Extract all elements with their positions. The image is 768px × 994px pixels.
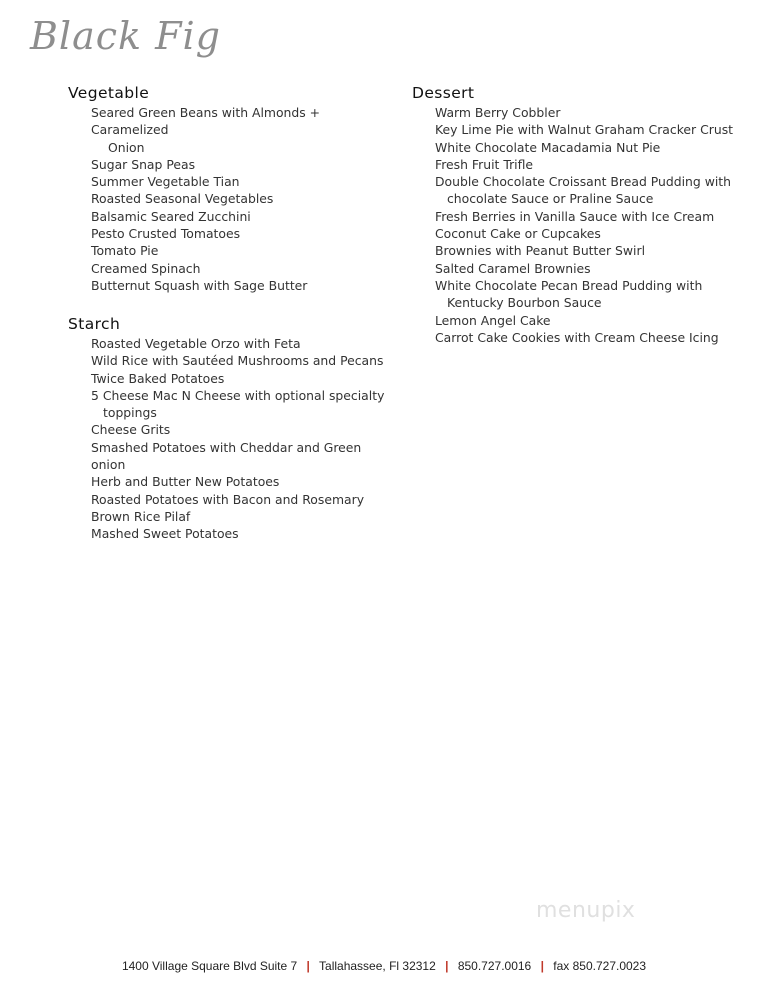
menu-item-name: Key Lime Pie with Walnut Graham Cracker Crust — [435, 122, 734, 138]
menu-item — [91, 370, 398, 387]
menu-item-name: Balsamic Seared Zucchini — [91, 208, 251, 224]
menu-item — [435, 312, 742, 329]
footer-separator: | — [540, 959, 544, 973]
footer-separator: | — [306, 959, 310, 973]
section-title-dessert: Dessert — [412, 84, 475, 102]
menu-item — [435, 156, 742, 173]
menu-item-name: Twice Baked Potatoes — [91, 370, 225, 386]
menu-item — [435, 121, 742, 138]
menu-item-name: Warm Berry Cobbler — [435, 105, 561, 120]
menu-item — [91, 173, 398, 190]
menu-item — [91, 277, 398, 294]
restaurant-logo: Black Fig — [30, 14, 221, 58]
menu-item-name: Sugar Snap Peas — [91, 156, 196, 172]
menu-item-name: Salted Caramel Brownies — [435, 260, 591, 276]
vegetable-section — [68, 84, 398, 294]
menu-item-name: Roasted Seasonal Vegetables — [91, 191, 274, 207]
menu-item — [435, 225, 742, 242]
footer-address: 1400 Village Square Blvd Suite 7 — [121, 959, 298, 973]
menu-item-name: Pesto Crusted Tomatoes — [91, 226, 241, 242]
menu-item-name: Brownies with Peanut Butter Swirl — [435, 243, 646, 259]
menu-item-name: Creamed Spinach — [91, 260, 201, 276]
menu-item-name-continued: Kentucky Bourbon Sauce — [447, 295, 602, 311]
starch-section — [68, 315, 398, 543]
section-title-vegetable: Vegetable — [68, 84, 150, 102]
menu-item-name: Mashed Sweet Potatoes — [91, 526, 239, 542]
menu-item-name: White Chocolate Macadamia Nut Pie — [435, 139, 661, 155]
footer-phone: 850.727.0016 — [457, 959, 532, 973]
menu-item — [91, 208, 398, 225]
menu-item — [435, 139, 742, 156]
menu-item — [435, 260, 742, 277]
menu-item — [91, 439, 398, 474]
menu-item — [91, 352, 398, 369]
menu-item — [435, 208, 742, 225]
menu-item — [91, 473, 398, 490]
footer-separator: | — [445, 959, 449, 973]
footer-fax: fax 850.727.0023 — [553, 959, 647, 973]
menu-item — [91, 190, 398, 207]
menu-item-name: Seared Green Beans with Almonds + Caramelized — [91, 105, 321, 138]
menu-item — [91, 491, 398, 508]
menu-item — [435, 277, 742, 312]
menu-item — [91, 335, 398, 352]
menu-item — [435, 242, 742, 259]
menu-item-name: Wild Rice with Sautéed Mushrooms and Pecans — [91, 353, 384, 369]
footer-contact — [0, 959, 768, 973]
menu-item-name: Smashed Potatoes with Cheddar and Green onion — [91, 439, 362, 473]
menu-item — [91, 225, 398, 242]
menu-item-name: Fresh Fruit Trifle — [435, 156, 534, 172]
menu-item-name-continued: toppings — [103, 405, 157, 421]
menu-item-name: Summer Vegetable Tian — [91, 174, 240, 190]
menu-item-name: 5 Cheese Mac N Cheese with optional specialty — [91, 387, 385, 403]
dessert-section — [412, 84, 742, 346]
menu-item — [91, 242, 398, 259]
menu-item — [91, 104, 398, 156]
menu-item — [435, 329, 742, 346]
section-title-starch: Starch — [68, 315, 121, 333]
footer-city: Tallahassee, Fl 32312 — [319, 959, 436, 973]
dessert-list — [412, 104, 742, 346]
menu-item — [91, 156, 398, 173]
menu-item — [91, 421, 398, 438]
menu-item-name: Butternut Squash with Sage Butter — [91, 277, 308, 293]
menu-item-name: Cheese Grits — [91, 422, 171, 438]
menu-item-name-continued: chocolate Sauce or Praline Sauce — [447, 191, 654, 207]
menu-item-name: Carrot Cake Cookies with Cream Cheese Icing — [435, 329, 719, 345]
menu-item-name: Herb and Butter New Potatoes — [91, 474, 280, 490]
menu-item — [435, 104, 742, 121]
menu-item-name: Coconut Cake or Cupcakes — [435, 226, 601, 242]
menu-item-name: Roasted Potatoes with Bacon and Rosemary — [91, 491, 365, 507]
menu-item-name: Tomato Pie — [91, 243, 159, 259]
menu-item — [91, 387, 398, 422]
starch-list — [68, 335, 398, 543]
menu-item — [91, 508, 398, 525]
menu-item-name: Double Chocolate Croissant Bread Pudding with — [435, 174, 731, 190]
menu-item-name-continued: Onion — [108, 139, 145, 155]
vegetable-list — [68, 104, 398, 294]
menu-item-name: Lemon Angel Cake — [435, 312, 551, 328]
menu-item-name: Brown Rice Pilaf — [91, 508, 191, 524]
menu-item — [91, 260, 398, 277]
menu-item-name: Fresh Berries in Vanilla Sauce with Ice Cream — [435, 208, 715, 224]
menu-item — [91, 525, 398, 542]
menupix-watermark: menupix — [536, 898, 636, 923]
menu-item-name: Roasted Vegetable Orzo with Feta — [91, 336, 301, 351]
menu-item — [435, 173, 742, 208]
menu-item-name: White Chocolate Pecan Bread Pudding with — [435, 277, 703, 293]
